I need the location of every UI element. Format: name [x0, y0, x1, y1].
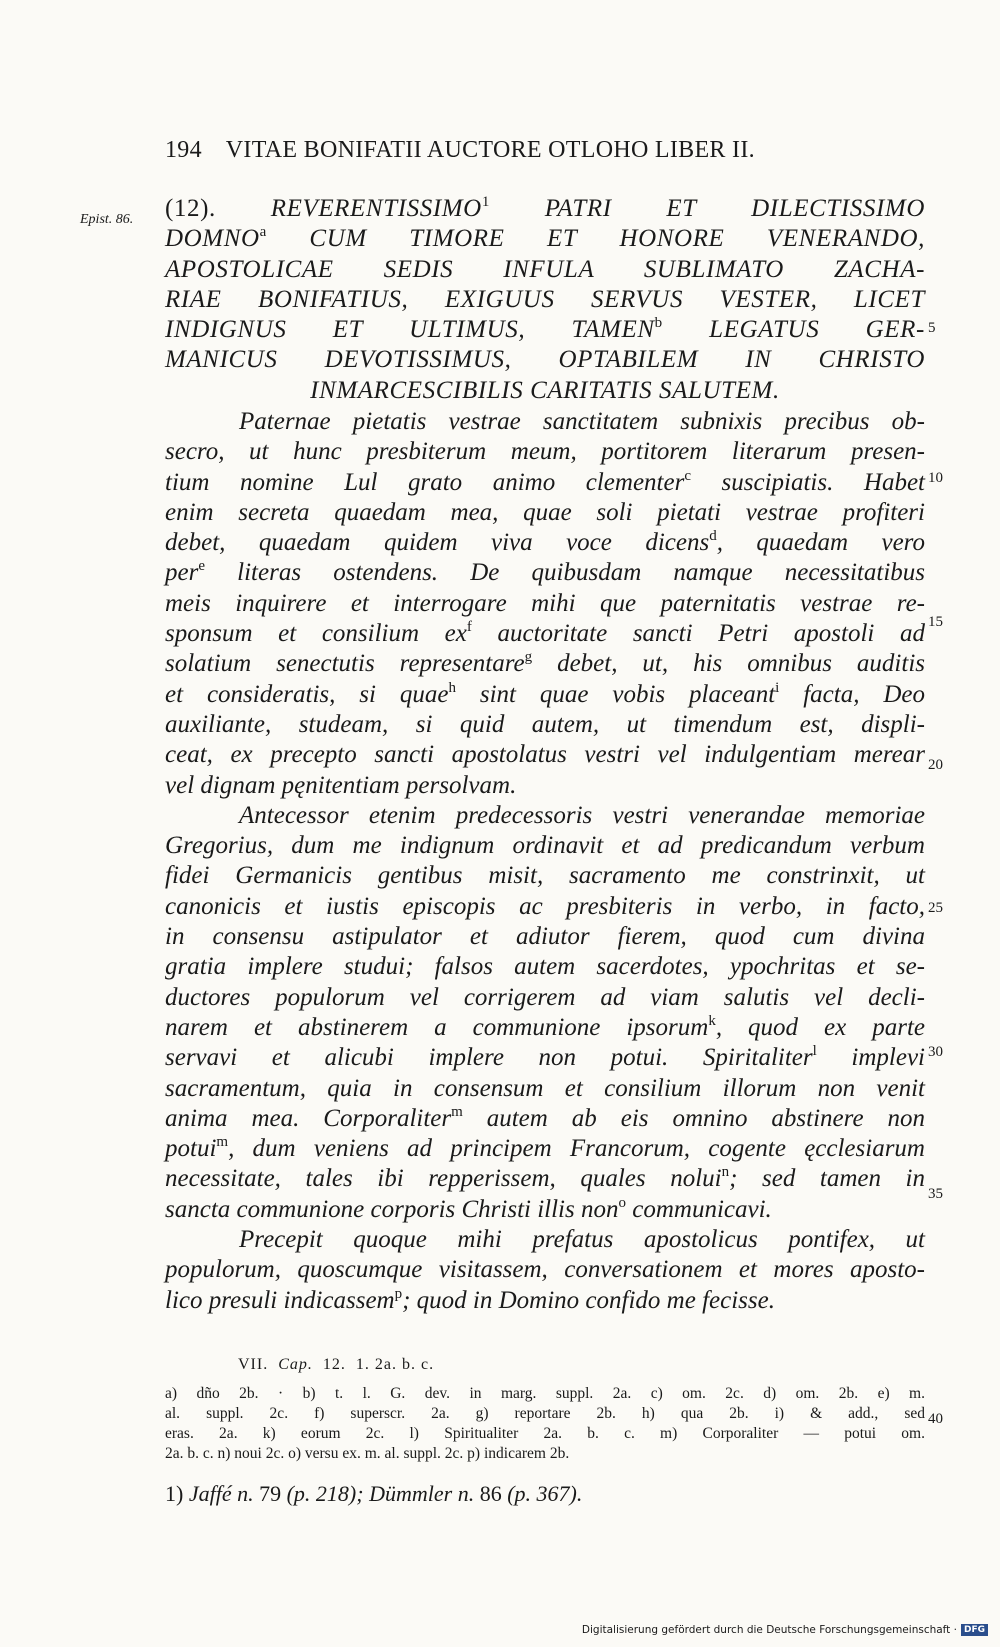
text-line [165, 558, 925, 588]
footer-text: Digitalisierung gefördert durch die Deutsche Forschungsgemeinschaft · [581, 1624, 957, 1636]
line-text: necessitate, tales ibi repperissem, quales nolui [165, 1165, 722, 1193]
note-marker: m [451, 1103, 463, 1120]
note-marker: n [721, 1164, 730, 1181]
note-marker: c [684, 467, 691, 484]
text-line [165, 498, 925, 528]
line-text: MANICUS DEVOTISSIMUS, OPTABILEM IN CHRISTO [165, 346, 925, 374]
letter-number: (12). [165, 195, 271, 222]
line-text: auxiliante, studeam, si quid autem, ut timendum est, displi- [165, 710, 925, 738]
text-line [165, 407, 925, 437]
note-marker: f [466, 619, 472, 636]
note-marker: l [812, 1043, 817, 1060]
line-text: vel dignam pęnitentiam persolvam. [165, 771, 517, 799]
line-text: servavi et alicubi implere non potui. Spiritaliter [165, 1044, 813, 1072]
line-number: 40 [928, 1411, 943, 1427]
line-text: , quod ex parte [715, 1013, 925, 1041]
text-line [165, 376, 925, 406]
text-line [165, 801, 925, 831]
text-line [165, 468, 925, 498]
chapter-num: 12. [322, 1356, 346, 1373]
margin-note: Epist. 86. [80, 212, 134, 227]
line-text: sacramentum, quia in consensum et consilium illorum non venit [165, 1074, 925, 1102]
line-text: Paternae pietatis vestrae sanctitatem subnixis precibus ob- [239, 408, 925, 435]
line-text: sancta communione corporis Christi illis non [165, 1195, 619, 1223]
footnote [165, 1481, 582, 1507]
text-line [165, 861, 925, 891]
critical-apparatus [165, 1384, 925, 1464]
line-text: populorum, quoscumque visitassem, conversationem et mores aposto- [165, 1256, 925, 1284]
line-text: ceat, ex precepto sancti apostolatus vestri vel indulgentiam merear [165, 741, 925, 769]
line-number: 5 [928, 320, 936, 336]
text-line [165, 1134, 925, 1164]
text-line [165, 589, 925, 619]
text-line [165, 1286, 925, 1316]
chapter-reference [238, 1356, 434, 1374]
footer-credit [582, 1624, 988, 1636]
line-text: lico presuli indicassem [165, 1286, 395, 1314]
footnote-ref1-n: n. [237, 1481, 254, 1506]
line-text: auctoritate sancti Petri apostoli ad [471, 620, 925, 648]
footnote-ref1-num: 79 [259, 1481, 282, 1506]
line-number: 25 [928, 900, 943, 916]
text-line [165, 255, 925, 285]
text-line [165, 1255, 925, 1285]
text-line [165, 619, 925, 649]
line-text: , quaedam vero [716, 529, 925, 557]
text-line [165, 285, 925, 315]
note-marker: 1 [481, 194, 490, 210]
line-text: in consensu astipulator et adiutor fierem, quod cum divina [165, 923, 925, 951]
line-text: LEGATUS GER- [662, 316, 925, 344]
text-line [165, 345, 925, 375]
line-text: et consideratis, si quae [165, 680, 449, 708]
line-text: canonicis et iustis episcopis ac presbiteris in verbo, in facto, [165, 892, 925, 920]
letter-heading [165, 194, 925, 406]
text-line [165, 315, 925, 345]
line-text: fidei Germanicis gentibus misit, sacramento me constrinxit, ut [165, 862, 925, 890]
apparatus-line: eras. 2a. k) eorum 2c. l) Spiritualiter 2a. b. c. m) Corporaliter — potui om. [165, 1425, 925, 1442]
line-text: solatium senectutis representare [165, 650, 525, 678]
line-number: 20 [928, 757, 943, 773]
note-marker: i [775, 679, 780, 696]
note-marker: a [259, 224, 267, 241]
line-number: 35 [928, 1186, 943, 1202]
text-line [165, 1074, 925, 1104]
text-line [165, 1104, 925, 1134]
line-text: Precepit quoque mihi prefatus apostolicus pontifex, ut [239, 1226, 925, 1254]
line-text: APOSTOLICAE SEDIS INFULA SUBLIMATO ZACHA- [165, 255, 925, 283]
apparatus-line: a) dño 2b. · b) t. l. G. dev. in marg. suppl. 2a. c) om. 2c. d) om. 2b. e) m. [165, 1385, 925, 1402]
text-line [165, 528, 925, 558]
line-text: anima mea. Corporaliter [165, 1104, 452, 1132]
line-text: debet, ut, his omnibus auditis [532, 650, 925, 678]
note-marker: o [618, 1194, 626, 1211]
text-line [165, 831, 925, 861]
text-line [165, 710, 925, 740]
footnote-prefix: 1) [165, 1481, 184, 1506]
line-text: Antecessor etenim predecessoris vestri venerandae memoriae [239, 801, 925, 829]
text-line [165, 194, 925, 224]
line-text: secro, ut hunc presbiterum meum, portitorem literarum presen- [165, 438, 925, 466]
chapter-cap: Cap. [278, 1356, 313, 1373]
line-text: ; quod in Domino confido me fecisse. [402, 1286, 775, 1314]
line-text: implevi [816, 1044, 925, 1072]
line-text: INDIGNUS ET ULTIMUS, TAMEN [165, 316, 655, 344]
line-text: PATRI ET DILECTISSIMO [489, 195, 925, 222]
text-line [165, 1164, 925, 1194]
text-line [165, 983, 925, 1013]
text-line [165, 1043, 925, 1073]
chapter-label: VII. [238, 1356, 269, 1373]
line-text: , dum veniens ad principem Francorum, cogente ęcclesiarum [228, 1135, 925, 1163]
note-marker: m [216, 1134, 229, 1151]
line-text: per [165, 559, 199, 587]
running-title: VITAE BONIFATII AUCTORE OTLOHO LIBER II. [225, 137, 755, 163]
note-marker: e [198, 558, 205, 575]
text-line [165, 437, 925, 467]
text-line [165, 1195, 925, 1225]
line-number: 15 [928, 614, 943, 630]
line-number: 10 [928, 470, 943, 486]
note-marker: d [709, 528, 717, 545]
apparatus-line: 2a. b. c. n) noui 2c. o) versu ex. m. al. suppl. 2c. p) indicarem 2b. [165, 1445, 570, 1462]
line-text: Gregorius, dum me indignum ordinavit et ad predicandum verbum [165, 832, 925, 860]
line-text: DOMNO [165, 225, 260, 253]
text-line [165, 740, 925, 770]
line-text: literas ostendens. De quibusdam namque necessitatibus [205, 559, 925, 587]
line-text: autem ab eis omnino abstinere non [462, 1104, 925, 1132]
footnote-ref2-name: Dümmler [369, 1481, 453, 1506]
line-text: narem et abstinerem a communione ipsorum [165, 1013, 709, 1041]
footnote-ref1-page: (p. 218); [286, 1481, 364, 1506]
text-line [165, 224, 925, 254]
page-number: 194 [165, 137, 202, 163]
footnote-ref2-n: n. [457, 1481, 475, 1506]
text-line [165, 952, 925, 982]
line-text: communicavi. [625, 1195, 772, 1223]
text-line [165, 1225, 925, 1255]
line-text: ductores populorum vel corrigerem ad viam salutis vel decli- [165, 983, 925, 1011]
line-text: ; sed tamen in [729, 1165, 925, 1193]
dfg-logo: DFG [961, 1624, 988, 1636]
apparatus-line: al. suppl. 2c. f) superscr. 2a. g) reportare 2b. h) qua 2b. i) & add., sed [165, 1405, 925, 1422]
text-line [165, 649, 925, 679]
line-text: sint quae vobis placeant [455, 680, 776, 708]
line-text: meis inquirere et interrogare mihi que paternitatis vestrae re- [165, 589, 925, 617]
line-text: tium nomine Lul grato animo clementer [165, 468, 685, 496]
footnote-ref2-num: 86 [479, 1481, 502, 1506]
text-line [165, 680, 925, 710]
letter-body [165, 407, 925, 1316]
note-marker: p [394, 1285, 403, 1302]
line-text: INMARCESCIBILIS CARITATIS SALUTEM. [310, 376, 780, 404]
line-text: facta, Deo [779, 680, 926, 708]
line-text: potui [165, 1135, 217, 1163]
footnote-ref1-name: Jaffé [188, 1481, 232, 1506]
line-number: 30 [928, 1044, 943, 1060]
note-marker: b [654, 315, 663, 332]
line-text: sponsum et consilium ex [165, 620, 467, 648]
text-line [165, 771, 925, 801]
footnote-ref2-page: (p. 367). [507, 1481, 583, 1506]
line-text: suscipiatis. Habet [691, 468, 925, 496]
note-marker: k [708, 1012, 716, 1029]
text-line [165, 922, 925, 952]
line-text: enim secreta quaedam mea, quae soli pietati vestrae profiteri [165, 498, 925, 526]
line-text: gratia implere studui; falsos autem sacerdotes, ypochritas et se- [165, 953, 925, 981]
line-text: REVERENTISSIMO [270, 195, 482, 222]
line-text: CUM TIMORE ET HONORE VENERANDO, [266, 225, 925, 253]
running-head [165, 137, 925, 164]
note-marker: h [448, 679, 456, 696]
text-line [165, 1013, 925, 1043]
text-line [165, 892, 925, 922]
note-marker: g [524, 649, 533, 666]
line-text: RIAE BONIFATIUS, EXIGUUS SERVUS VESTER, LICET [165, 285, 925, 313]
chapter-mss: 1. 2a. b. c. [355, 1356, 435, 1373]
line-text: debet, quaedam quidem viva voce dicens [165, 529, 710, 557]
